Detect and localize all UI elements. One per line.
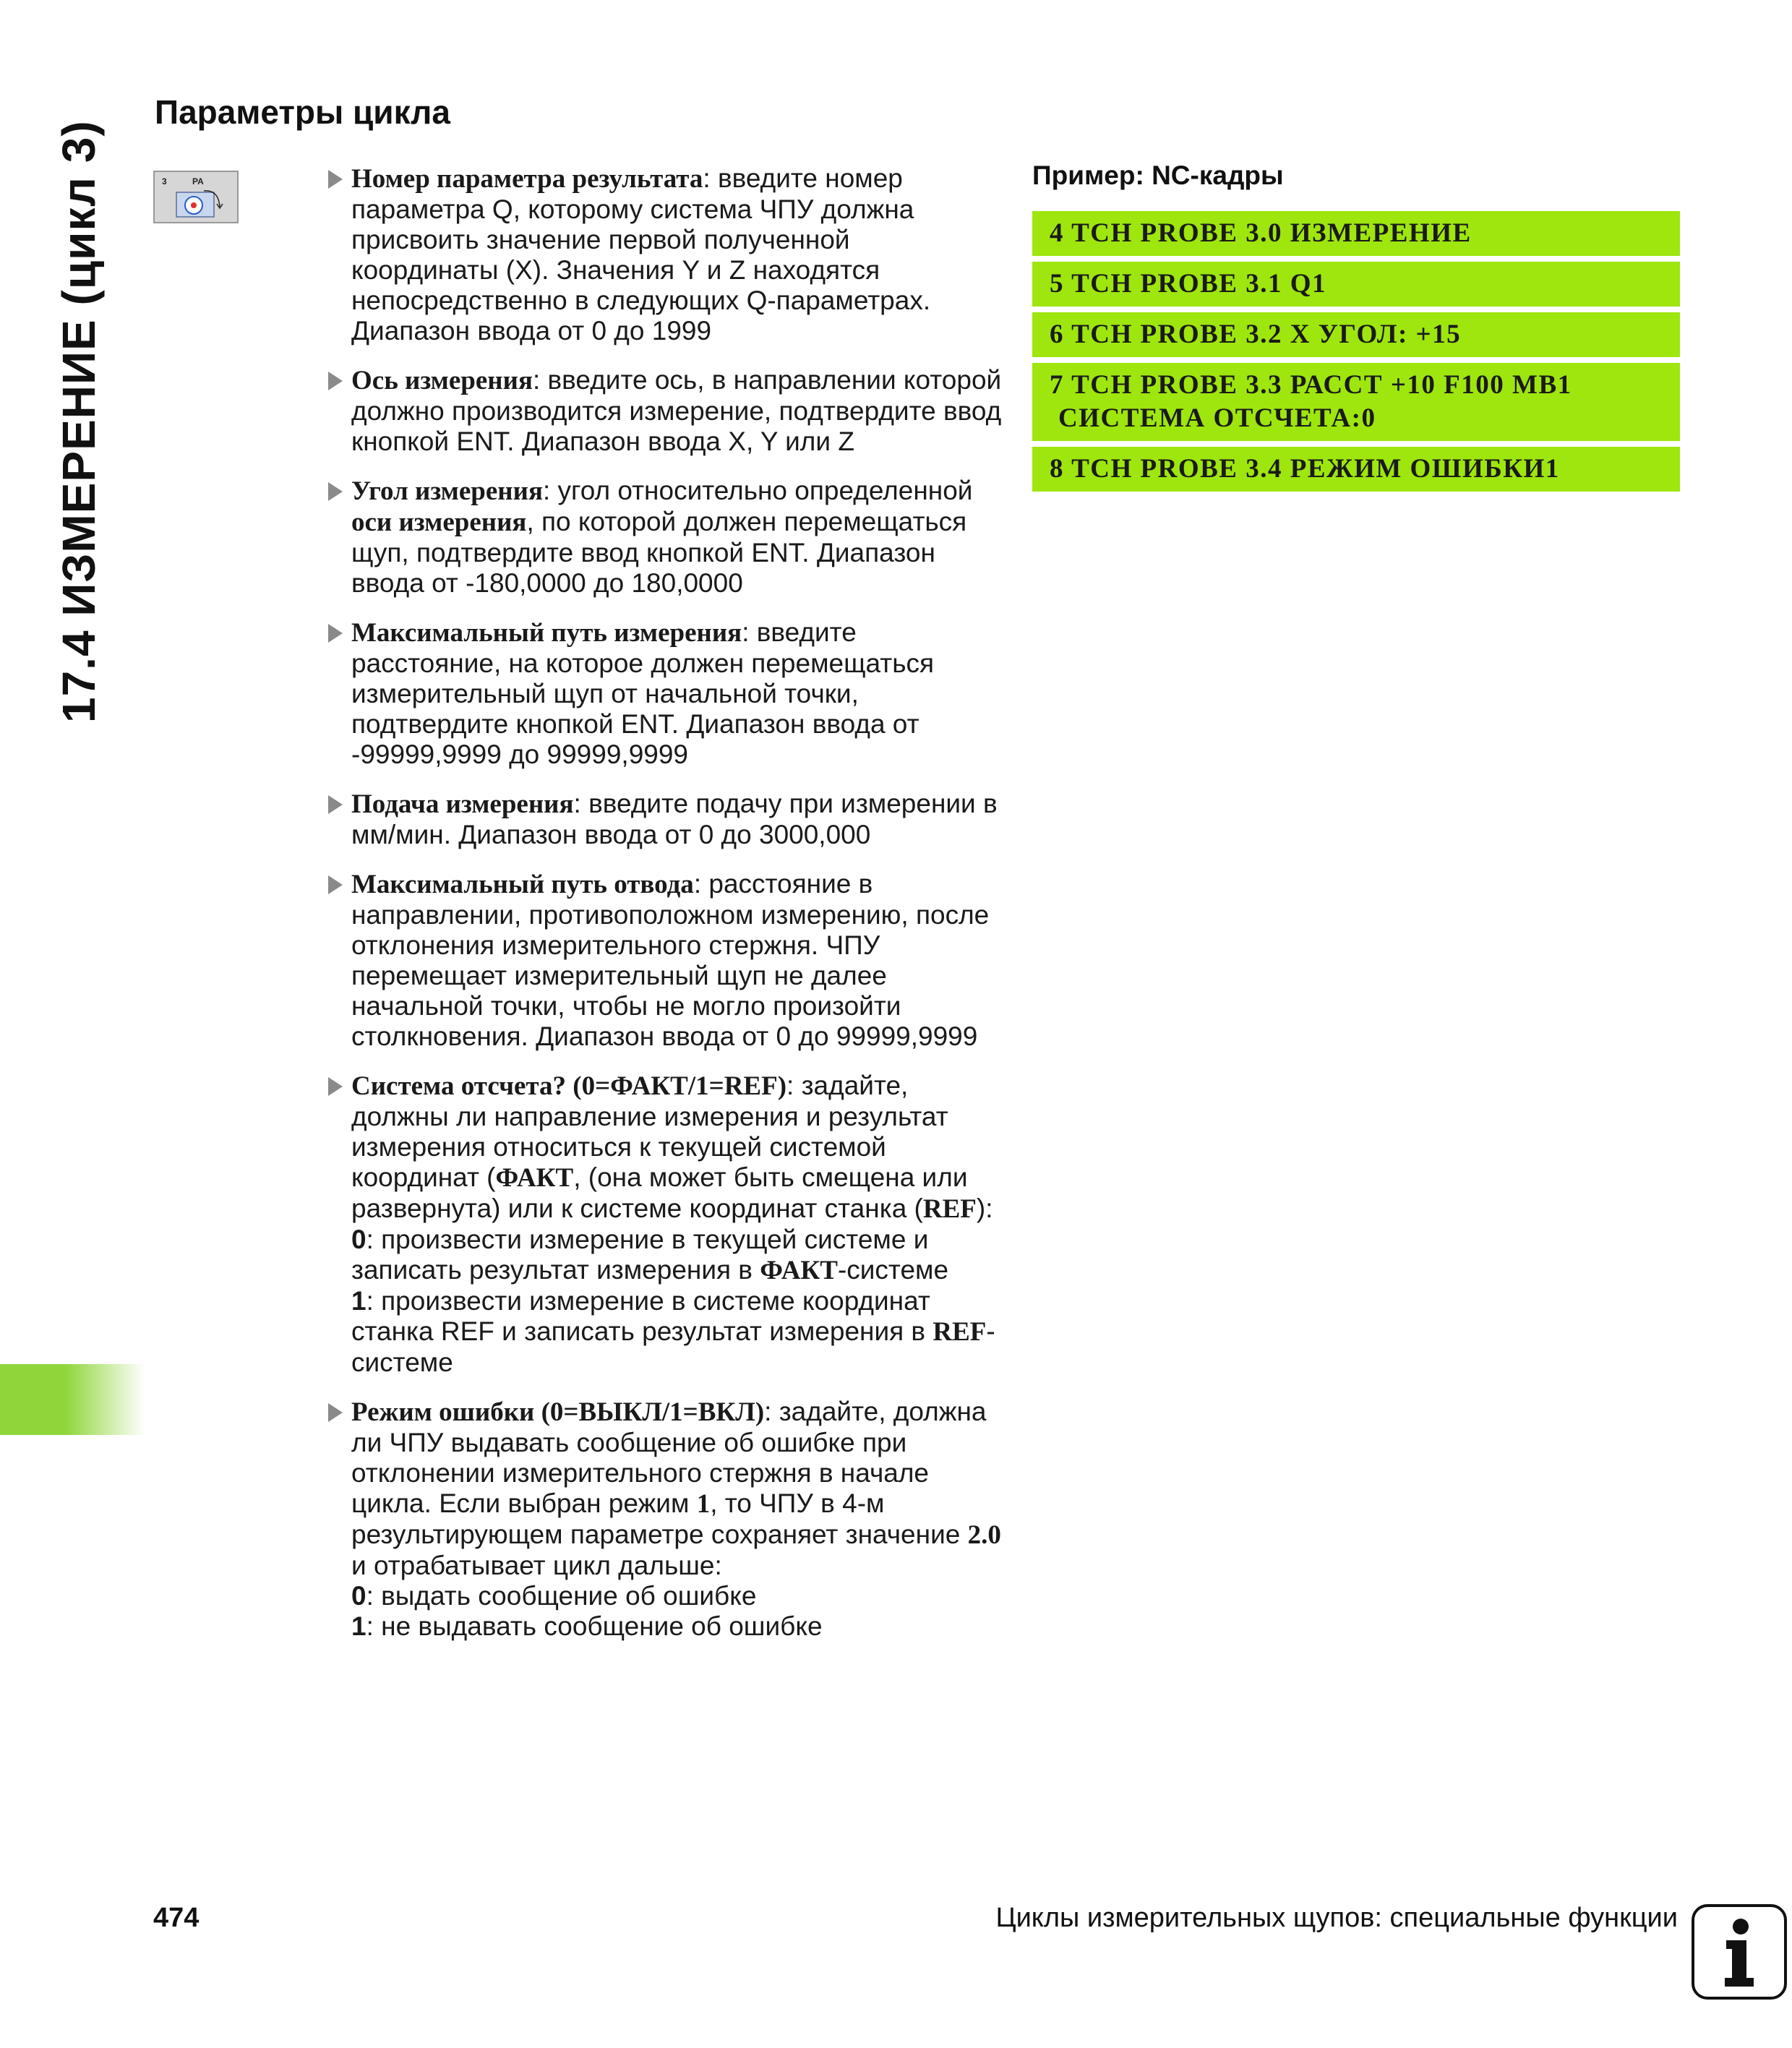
option-0-text: : выдать сообщение об ошибке xyxy=(366,1581,757,1611)
nc-line: 4 TCH PROBE 3.0 ИЗМЕРЕНИЕ xyxy=(1032,211,1680,256)
param-description-mid: , (она может быть смещена или развернута) или к системе координат станка ( xyxy=(351,1162,968,1223)
param-term: Угол измерения xyxy=(351,476,543,506)
keyword-ref: REF xyxy=(922,1194,977,1224)
bullet-arrow-icon xyxy=(328,1403,343,1422)
cycle-number-label: 3 xyxy=(162,176,167,187)
cycle-pa-label: PA xyxy=(192,176,204,187)
section-title: Параметры цикла xyxy=(155,93,450,131)
param-measure-feed xyxy=(324,789,1003,850)
bullet-arrow-icon xyxy=(328,624,343,643)
param-measure-angle xyxy=(324,476,1003,599)
nc-line xyxy=(1032,363,1680,441)
param-description: : задайте, должны ли направление измерения и результат измерения относиться к текущей системой координат ( xyxy=(351,1071,948,1192)
option-1-value: 1 xyxy=(351,1286,366,1316)
chapter-tab-marker xyxy=(0,1364,145,1435)
keyword-mode-1: 1 xyxy=(696,1489,711,1519)
page-number: 474 xyxy=(153,1903,200,1933)
param-term: Система отсчета? (0=ФАКТ/1=REF) xyxy=(351,1071,787,1101)
nc-line: 5 TCH PROBE 3.1 Q1 xyxy=(1032,262,1680,307)
param-description: : задайте, должна ли ЧПУ выдавать сообщение об ошибке при отклонении измерительного стержня в начале цикла. Если выбран режим xyxy=(351,1397,987,1518)
param-description: : угол относительно определенной xyxy=(542,476,973,505)
option-0-keyword: ФАКТ xyxy=(760,1256,838,1285)
bullet-arrow-icon xyxy=(328,170,343,189)
param-description: : введите номер параметра Q, которому система ЧПУ должна присвоить значение первой полученной координаты (X). Значения Y и Z находятся непосредственно в следующих Q-параметрах. Диапазон ввода от 0 до 1999 xyxy=(351,163,931,346)
param-term: Максимальный путь отвода xyxy=(351,870,694,899)
bullet-arrow-icon xyxy=(328,1077,343,1096)
option-1-keyword: REF xyxy=(933,1317,987,1347)
param-measure-axis xyxy=(324,365,1003,457)
param-description-mid: , то ЧПУ в 4-м результирующем параметре сохраняет значение xyxy=(351,1488,968,1549)
option-0-value: 0 xyxy=(351,1225,366,1254)
param-description: : введите ось, в направлении которой должно производится измерение, подтвердите ввод кнопкой ENT. Диапазон ввода X, Y или Z xyxy=(351,365,1002,456)
param-max-measure-path xyxy=(324,617,1003,770)
info-glyph-icon xyxy=(1720,1917,1758,1989)
param-description: : введите расстояние, на которое должен перемещаться измерительный щуп от начальной точки, подтвердите кнопкой ENT. Диапазон ввода от -99999,9999 до 99999,9999 xyxy=(351,617,935,769)
option-1-text: : произвести измерение в системе координат станка REF и записать результат измерения в xyxy=(351,1286,933,1346)
nc-line-continuation: СИСТЕМА ОТСЧЕТА:0 xyxy=(1058,403,1376,433)
param-term-inline: оси измерения xyxy=(351,507,527,537)
example-title: Пример: NC-кадры xyxy=(1032,160,1284,190)
bullet-arrow-icon xyxy=(328,372,343,390)
param-reference-system xyxy=(324,1071,1003,1378)
param-term: Подача измерения xyxy=(351,789,574,819)
cycle-3-icon xyxy=(153,171,239,223)
chapter-side-title: 17.4 ИЗМЕРЕНИЕ (цикл 3) xyxy=(53,120,105,723)
param-description-end: ): xyxy=(976,1194,993,1223)
param-max-retract-path xyxy=(324,869,1003,1052)
param-error-mode xyxy=(324,1397,1003,1642)
param-term: Режим ошибки (0=ВЫКЛ/1=ВКЛ) xyxy=(351,1397,765,1427)
param-term: Ось измерения xyxy=(351,366,533,395)
keyword-fakt: ФАКТ xyxy=(495,1163,574,1193)
option-0-value: 0 xyxy=(351,1581,366,1611)
nc-example-block xyxy=(1032,211,1680,497)
param-description: : расстояние в направлении, противоположном измерению, после отклонения измерительного стержня. ЧПУ перемещает измерительный щуп не далее начальной точки, чтобы не могло произойти столкновения. Диапазон ввода от 0 до 99999,9999 xyxy=(351,869,990,1051)
param-description-end: и отрабатывает цикл дальше: xyxy=(351,1551,722,1580)
nc-line: 8 TCH PROBE 3.4 РЕЖИМ ОШИБКИ1 xyxy=(1032,447,1680,492)
param-result-number xyxy=(324,163,1003,346)
option-1-value: 1 xyxy=(351,1611,366,1641)
footer-chapter-text: Циклы измерительных щупов: специальные функции xyxy=(995,1903,1678,1933)
nc-line: 6 TCH PROBE 3.2 X УГОЛ: +15 xyxy=(1032,312,1680,357)
info-icon[interactable] xyxy=(1692,1904,1787,2000)
probe-target-icon xyxy=(175,185,233,221)
option-0-text: : произвести измерение в текущей системе и записать результат измерения в xyxy=(351,1225,929,1285)
bullet-arrow-icon xyxy=(328,875,343,894)
nc-line-text: 7 TCH PROBE 3.3 РАССТ +10 F100 MB1 xyxy=(1050,370,1572,400)
bullet-arrow-icon xyxy=(328,482,343,501)
keyword-value-2: 2.0 xyxy=(967,1520,1001,1550)
param-description-tail: , по которой должен перемещаться щуп, подтвердите ввод кнопкой ENT. Диапазон ввода от -180,0000 до 180,0000 xyxy=(351,507,967,598)
bullet-arrow-icon xyxy=(328,795,343,814)
option-1-text: : не выдавать сообщение об ошибке xyxy=(366,1611,823,1641)
param-term: Номер параметра результата xyxy=(351,164,703,194)
param-description: : введите подачу при измерении в мм/мин. Диапазон ввода от 0 до 3000,000 xyxy=(351,789,998,849)
option-1-tail: -системе xyxy=(351,1316,995,1377)
option-0-tail: -системе xyxy=(837,1255,949,1285)
param-term: Максимальный путь измерения xyxy=(351,618,742,648)
parameter-list xyxy=(324,163,1003,1661)
